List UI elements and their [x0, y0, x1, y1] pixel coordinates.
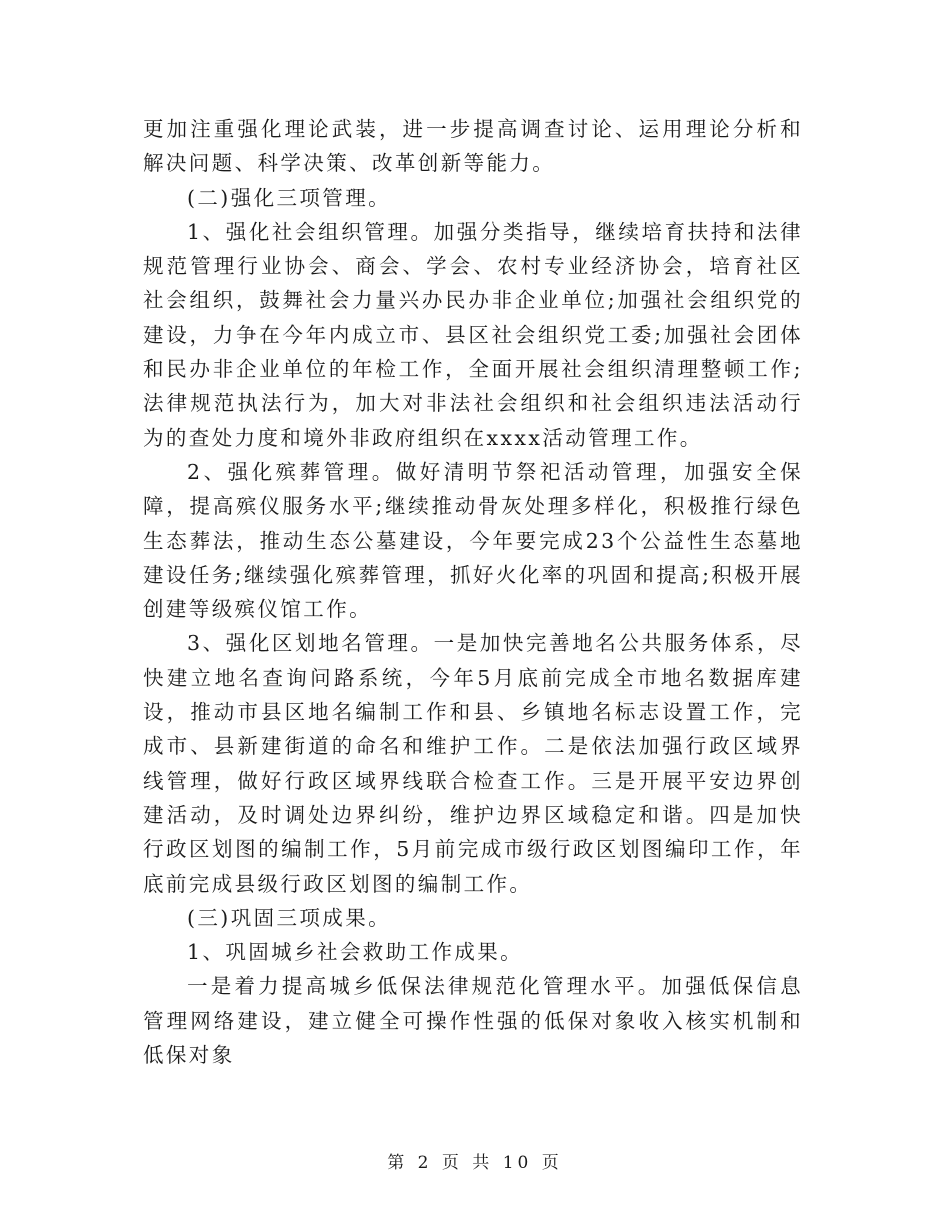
paragraph-funeral-management: 2、强化殡葬管理。做好清明节祭祀活动管理，加强安全保障，提高殡仪服务水平;继续推动骨灰处理多样化，积极推行绿色生态葬法，推动生态公墓建设，今年要完成23个公益性生态墓地建设任务;继续强化殡葬管理，抓好火化率的巩固和提高;积极开展创建等级殡仪馆工作。 — [143, 459, 803, 622]
paragraph-place-name-management: 3、强化区划地名管理。一是加快完善地名公共服务体系，尽快建立地名查询问路系统，今年5月底前完成全市地名数据库建设，推动市县区地名编制工作和县、乡镇地名标志设置工作，完成市、县新建街道的命名和维护工作。二是依法加强行政区域界线管理，做好行政区域界线联合检查工作。三是开展平安边界创建活动，及时调处边界纠纷，维护边界区域稳定和谐。四是加快行政区划图的编制工作，5月前完成市级行政区划图编印工作，年底前完成县级行政区划图的编制工作。 — [143, 631, 803, 896]
section-heading-three: (三)巩固三项成果。 — [187, 905, 391, 930]
paragraph-continuation: 更加注重强化理论武装，进一步提高调查讨论、运用理论分析和解决问题、科学决策、改革创新等能力。 — [143, 117, 803, 176]
paragraph-minimum-living-security: 一是着力提高城乡低保法律规范化管理水平。加强低保信息管理网络建设，建立健全可操作性强的低保对象收入核实机制和低保对象 — [143, 974, 803, 1068]
document-body — [143, 112, 803, 1072]
section-heading-two: (二)强化三项管理。 — [187, 185, 391, 210]
paragraph-social-organization: 1、强化社会组织管理。加强分类指导，继续培育扶持和法律规范管理行业协会、商会、学会、农村专业经济协会，培育社区社会组织，鼓舞社会力量兴办民办非企业单位;加强社会组织党的建设，力争在今年内成立市、县区社会组织党工委;加强社会团体和民办非企业单位的年检工作，全面开展社会组织清理整顿工作;法律规范执法行为，加大对非法社会组织和社会组织违法活动行为的查处力度和境外非政府组织在xxxx活动管理工作。 — [143, 219, 803, 450]
paragraph-social-assistance-heading: 1、巩固城乡社会救助工作成果。 — [187, 940, 524, 965]
page-footer: 第 2 页 共 10 页 — [387, 1153, 563, 1173]
